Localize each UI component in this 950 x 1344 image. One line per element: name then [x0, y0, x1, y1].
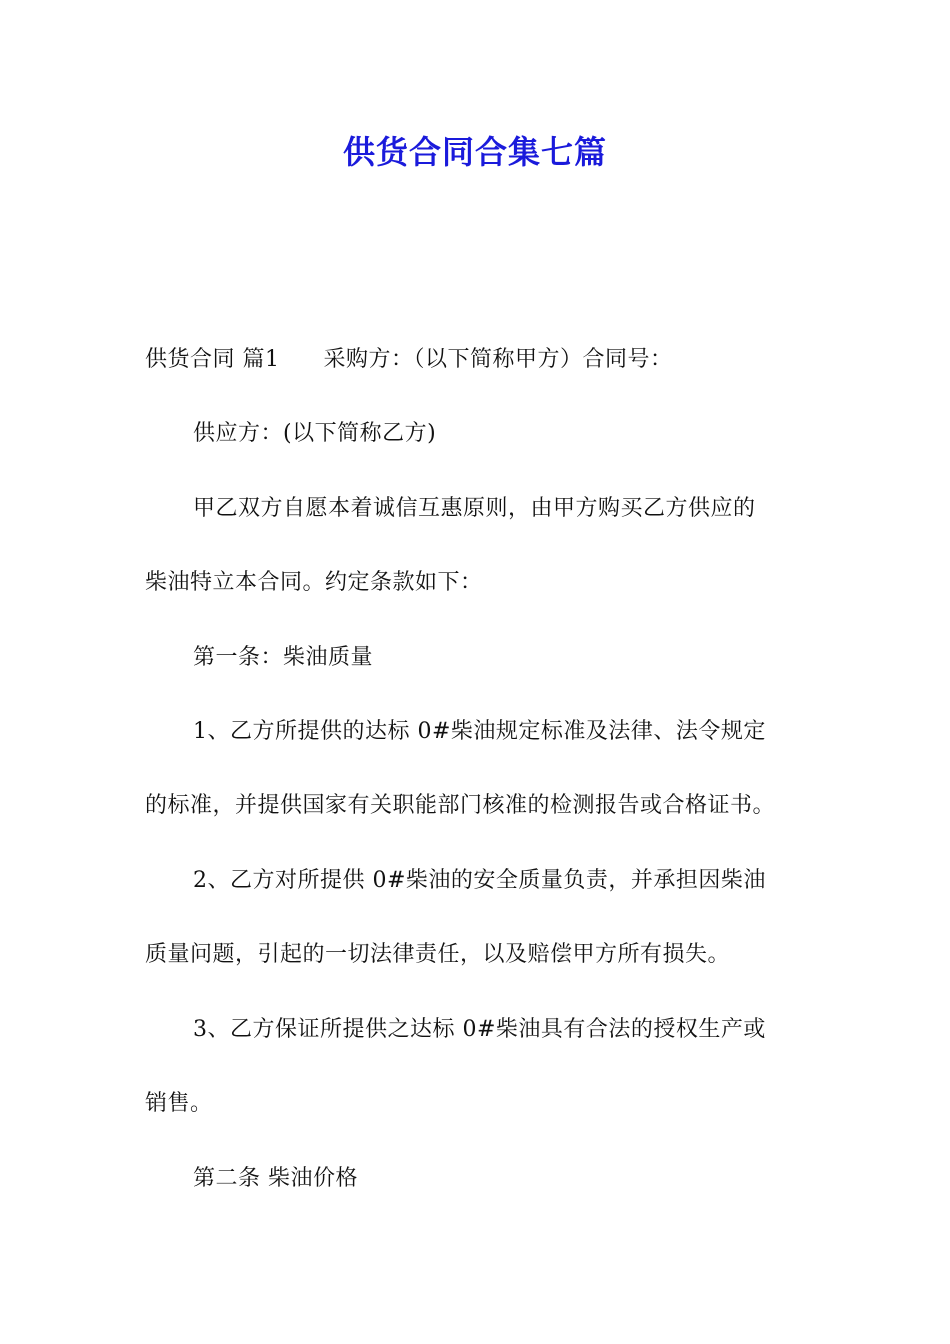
clause-line: 质量问题，引起的一切法律责任，以及赔偿甲方所有损失。: [145, 942, 731, 967]
section-heading: 第一条：柴油质量: [193, 645, 374, 670]
clause-line: 销售。: [145, 1091, 213, 1116]
clause-line: 1、乙方所提供的达标 0#柴油规定标准及法律、法令规定: [193, 719, 766, 744]
clause-line: 的标准，并提供国家有关职能部门核准的检测报告或合格证书。: [145, 793, 776, 818]
contract-header-line: [145, 344, 825, 376]
section-heading: 第二条 柴油价格: [193, 1166, 358, 1191]
contract-heading: 供货合同 篇1: [145, 347, 280, 372]
document-title: 供货合同合集七篇: [342, 133, 607, 171]
clause-line: 2、乙方对所提供 0#柴油的安全质量负责，并承担因柴油: [193, 868, 766, 893]
purchaser-label: 采购方：（以下简称甲方）合同号：: [323, 347, 673, 372]
paragraph-line: 柴油特立本合同。约定条款如下：: [145, 570, 483, 595]
clause-line: 3、乙方保证所提供之达标 0#柴油具有合法的授权生产或: [193, 1017, 766, 1042]
paragraph-line: 甲乙双方自愿本着诚信互惠原则，由甲方购买乙方供应的: [193, 496, 756, 521]
supplier-line: 供应方：(以下简称乙方): [193, 421, 437, 446]
